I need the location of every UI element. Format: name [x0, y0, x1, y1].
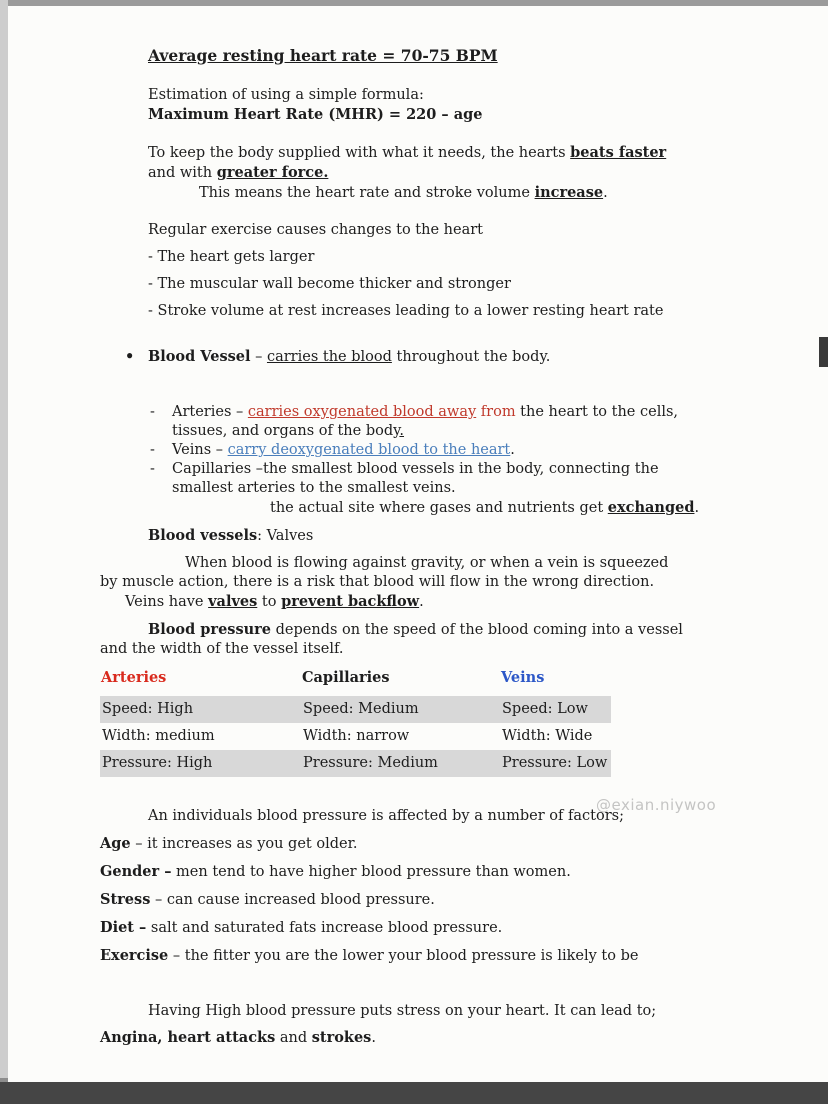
table-cell: Pressure: Low: [500, 750, 611, 777]
formula-paragraph: [148, 86, 800, 125]
valves-heading-rest: : Valves: [257, 528, 314, 544]
factors-intro: An individuals blood pressure is affected by a number of factors;: [148, 808, 624, 824]
table-header-veins: Veins: [500, 667, 611, 696]
photo-edge-left: [0, 0, 8, 1104]
document-page: [8, 6, 828, 1082]
factor-text: – the fitter you are the lower your blood pressure is likely to be: [168, 948, 639, 964]
bullet-marker: •: [125, 348, 135, 365]
factor-term: Gender –: [100, 863, 172, 880]
table-cell: Speed: Low: [500, 696, 611, 723]
dash-marker: -: [150, 442, 155, 458]
vessel-comparison-table: [100, 667, 611, 777]
risk-conditions: [100, 1028, 800, 1048]
valves-paragraph: [100, 554, 800, 592]
pressure-rest-1: depends on the speed of the blood coming into a vessel: [271, 622, 683, 638]
factor-term: Age: [100, 835, 131, 852]
blood-vessel-bullet-item: [125, 347, 800, 367]
risk-intro: Having High blood pressure puts stress on your heart. It can lead to;: [148, 1003, 657, 1019]
table-cell: Width: Wide: [502, 728, 593, 744]
factor-text: – it increases as you get older.: [130, 836, 358, 852]
factor-age: [100, 834, 800, 854]
blood-vessel-rest: throughout the body.: [391, 349, 551, 365]
supply-beats-faster: beats faster: [570, 144, 667, 161]
table-header-row: [100, 667, 611, 696]
supply-greater-force: greater force.: [216, 164, 329, 181]
risk-and: and: [275, 1030, 312, 1046]
arteries-red-link: carries oxygenated blood away: [247, 404, 477, 420]
arteries-rest-2: tissues, and organs of the body: [172, 423, 400, 439]
means-line: [199, 183, 800, 203]
blood-vessel-dash: –: [250, 349, 267, 365]
exchange-period: .: [694, 500, 700, 516]
capillaries-line-1: Capillaries –the smallest blood vessels in the body, connecting the: [172, 461, 659, 477]
blood-vessel-term: Blood Vessel: [148, 348, 251, 365]
arteries-item: [150, 403, 800, 441]
blood-vessel-carries: carries the blood: [266, 349, 392, 365]
valves-to: to: [257, 594, 282, 610]
exchange-word: exchanged: [607, 499, 695, 516]
means-text-1: This means the heart rate and stroke volume: [199, 185, 535, 201]
means-increase: increase: [534, 184, 604, 201]
photo-edge-bottom: [0, 1082, 828, 1104]
risk-period: .: [371, 1030, 376, 1046]
table-row-speed: [100, 696, 611, 723]
arteries-from: from: [476, 404, 516, 420]
arteries-period: .: [399, 423, 405, 439]
table-cell: Speed: High: [100, 696, 301, 723]
valves-word: valves: [208, 593, 258, 610]
exchange-line: [270, 498, 800, 518]
formula-intro-text: Estimation of using a simple formula:: [148, 87, 424, 103]
supply-text-2: and with: [148, 165, 217, 181]
valves-line-3: [125, 592, 800, 612]
factor-text: – can cause increased blood pressure.: [150, 892, 435, 908]
veins-period: .: [510, 442, 515, 458]
table-cell: Pressure: Medium: [301, 750, 500, 777]
table-cell: Speed: Medium: [301, 696, 500, 723]
watermark: @exian.niywoo: [596, 796, 717, 814]
page-title: Average resting heart rate = 70-75 BPM: [148, 46, 498, 65]
table-row-pressure: [100, 750, 611, 777]
factor-diet: [100, 918, 800, 938]
factor-term: Stress: [100, 891, 151, 908]
dash-marker: -: [150, 461, 155, 477]
factor-text: men tend to have higher blood pressure than women.: [171, 864, 571, 880]
factor-gender: [100, 862, 800, 882]
exercise-intro: Regular exercise causes changes to the heart: [148, 222, 483, 238]
table-cell: Width: medium: [102, 728, 215, 744]
table-cell: Pressure: High: [100, 750, 301, 777]
exchange-text: the actual site where gases and nutrients get: [270, 500, 608, 516]
exercise-item-2: - The muscular wall become thicker and stronger: [148, 276, 511, 292]
valves-line-1: When blood is flowing against gravity, or when a vein is squeezed: [185, 555, 669, 571]
arteries-term: Arteries –: [172, 404, 248, 420]
blood-vessel-text: [148, 347, 550, 367]
valves-heading: [148, 526, 800, 546]
pressure-term: Blood pressure: [148, 621, 272, 638]
prevent-backflow: prevent backflow: [281, 593, 420, 610]
factor-term: Exercise: [100, 947, 169, 964]
capillaries-text: [172, 460, 659, 498]
valves-veins-have: Veins have: [125, 594, 209, 610]
factor-text: salt and saturated fats increase blood pressure.: [146, 920, 503, 936]
capillaries-item: [150, 460, 800, 498]
veins-text: [172, 441, 515, 460]
exercise-item-3: - Stroke volume at rest increases leading to a lower resting heart rate: [148, 303, 664, 319]
valves-period: .: [419, 594, 424, 610]
exercise-item-1: - The heart gets larger: [148, 249, 315, 265]
veins-blue-link: carry deoxygenated blood to the heart: [227, 442, 511, 458]
capillaries-line-2: smallest arteries to the smallest veins.: [172, 480, 456, 496]
pressure-rest-2: and the width of the vessel itself.: [100, 641, 344, 657]
dash-marker: -: [150, 404, 155, 420]
risk-angina: Angina, heart attacks: [100, 1029, 276, 1046]
supply-paragraph: [148, 143, 800, 183]
photo-edge-notch: [819, 337, 828, 367]
factor-stress: [100, 890, 800, 910]
supply-text-1: To keep the body supplied with what it needs, the hearts: [148, 145, 571, 161]
arteries-text: [172, 403, 678, 441]
factor-exercise: [100, 946, 800, 966]
valves-line-2: by muscle action, there is a risk that blood will flow in the wrong direction.: [100, 574, 655, 590]
table-header-arteries: Arteries: [100, 667, 301, 696]
veins-term: Veins –: [172, 442, 228, 458]
risk-strokes: strokes: [311, 1029, 372, 1046]
table-cell: Width: narrow: [303, 728, 410, 744]
formula-text: Maximum Heart Rate (MHR) = 220 – age: [148, 106, 483, 123]
veins-item: [150, 441, 800, 460]
arteries-rest-1: the heart to the cells,: [515, 404, 679, 420]
pressure-paragraph: [100, 620, 800, 659]
factor-term: Diet –: [100, 919, 147, 936]
valves-heading-term: Blood vessels: [148, 527, 258, 544]
table-row-width: [100, 723, 611, 750]
table-header-capillaries: Capillaries: [301, 667, 500, 696]
means-period: .: [603, 185, 608, 201]
